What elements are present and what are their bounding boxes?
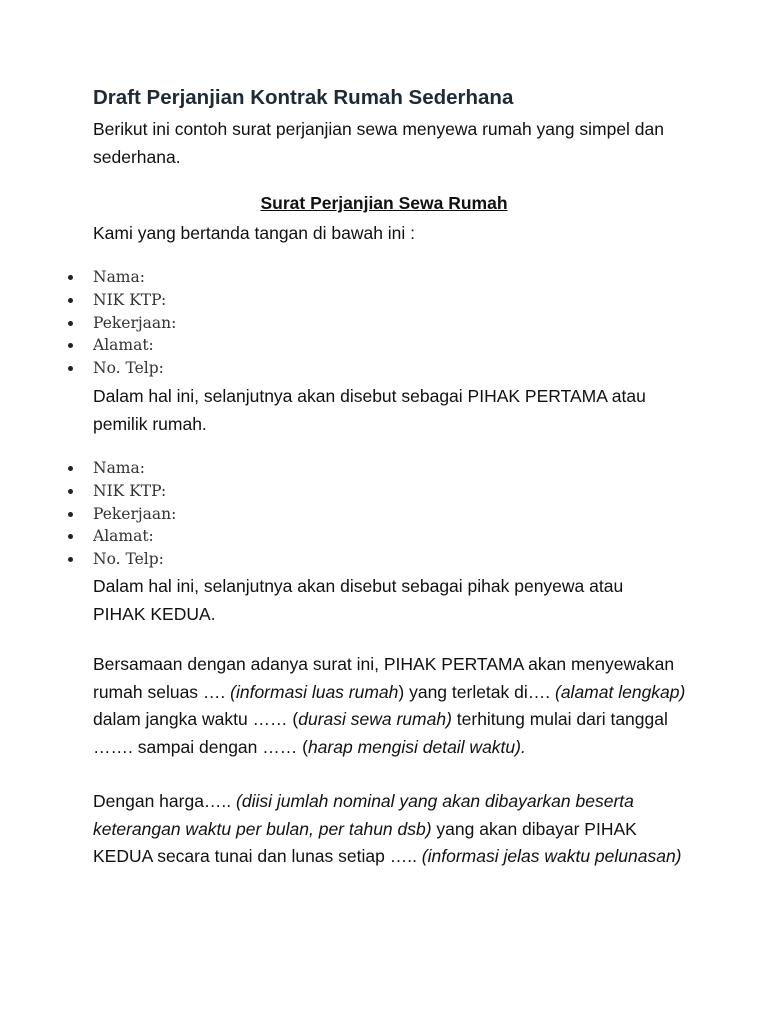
list-item (93, 480, 176, 503)
bullet-icon (68, 489, 73, 494)
agreement-note-3: durasi sewa rumah) (298, 709, 452, 729)
intro-paragraph: Berikut ini contoh surat perjanjian sewa menyewa rumah yang simpel dan sederhana. (93, 119, 664, 167)
bullet-icon (68, 366, 73, 371)
list-item (93, 334, 176, 357)
field-label: NIK KTP: (93, 290, 167, 309)
field-label: Alamat: (93, 336, 154, 355)
bullet-icon (68, 512, 73, 517)
bullet-icon (68, 534, 73, 539)
letter-heading: Surat Perjanjian Sewa Rumah (260, 193, 508, 213)
bullet-icon (68, 343, 73, 348)
field-label: NIK KTP: (93, 481, 167, 500)
bullet-icon (68, 466, 73, 471)
party2-statement: Dalam hal ini, selanjutnya akan disebut sebagai pihak penyewa atau PIHAK KEDUA. (93, 576, 624, 624)
party1-statement: Dalam hal ini, selanjutnya akan disebut sebagai PIHAK PERTAMA atau pemilik rumah. (93, 386, 646, 434)
field-label: Pekerjaan: (93, 504, 177, 523)
list-item (93, 457, 176, 480)
field-label: Pekerjaan: (93, 313, 177, 332)
party1-field-list (93, 266, 176, 380)
list-item (93, 312, 176, 335)
document-title: Draft Perjanjian Kontrak Rumah Sederhana (93, 86, 514, 109)
price-text-2: yang akan dibayar PIHAK KEDUA secara tunai dan lunas setiap ….. (93, 818, 637, 866)
bullet-icon (68, 275, 73, 280)
agreement-text-3: dalam jangka waktu …… ( (93, 709, 299, 729)
field-label: Nama: (93, 459, 145, 477)
field-label: Nama: (93, 268, 145, 286)
field-label: No. Telp: (93, 550, 164, 569)
bullet-icon (68, 557, 73, 562)
price-paragraph (93, 788, 693, 871)
opening-line: Kami yang bertanda tangan di bawah ini : (93, 223, 416, 243)
agreement-text-1: Bersamaan dengan adanya surat ini, PIHAK PERTAMA akan menyewakan rumah seluas …. (93, 654, 675, 702)
list-item (93, 357, 176, 380)
agreement-text-4: terhitung mulai dari tanggal ……. sampai dengan …… ( (93, 709, 668, 757)
list-item (93, 266, 176, 289)
field-label: Alamat: (93, 527, 154, 546)
agreement-note-2: (alamat lengkap) (555, 681, 686, 702)
agreement-note-1: (informasi luas rumah (230, 681, 399, 702)
bullet-icon (68, 298, 73, 303)
list-item (93, 503, 176, 526)
price-text-1: Dengan harga….. (93, 791, 237, 811)
field-label: No. Telp: (93, 359, 164, 378)
agreement-note-4: harap mengisi detail waktu). (307, 736, 526, 757)
price-note-1: (diisi jumlah nominal yang akan dibayarkan beserta keterangan waktu per bulan, per tahun dsb) (93, 791, 634, 839)
list-item (93, 525, 176, 548)
agreement-text-2: ) yang terletak di…. (398, 681, 555, 702)
agreement-paragraph (93, 651, 693, 761)
list-item (93, 548, 176, 571)
party2-field-list (93, 457, 176, 571)
list-item (93, 289, 176, 312)
price-note-2: (informasi jelas waktu pelunasan) (421, 846, 682, 866)
bullet-icon (68, 321, 73, 326)
